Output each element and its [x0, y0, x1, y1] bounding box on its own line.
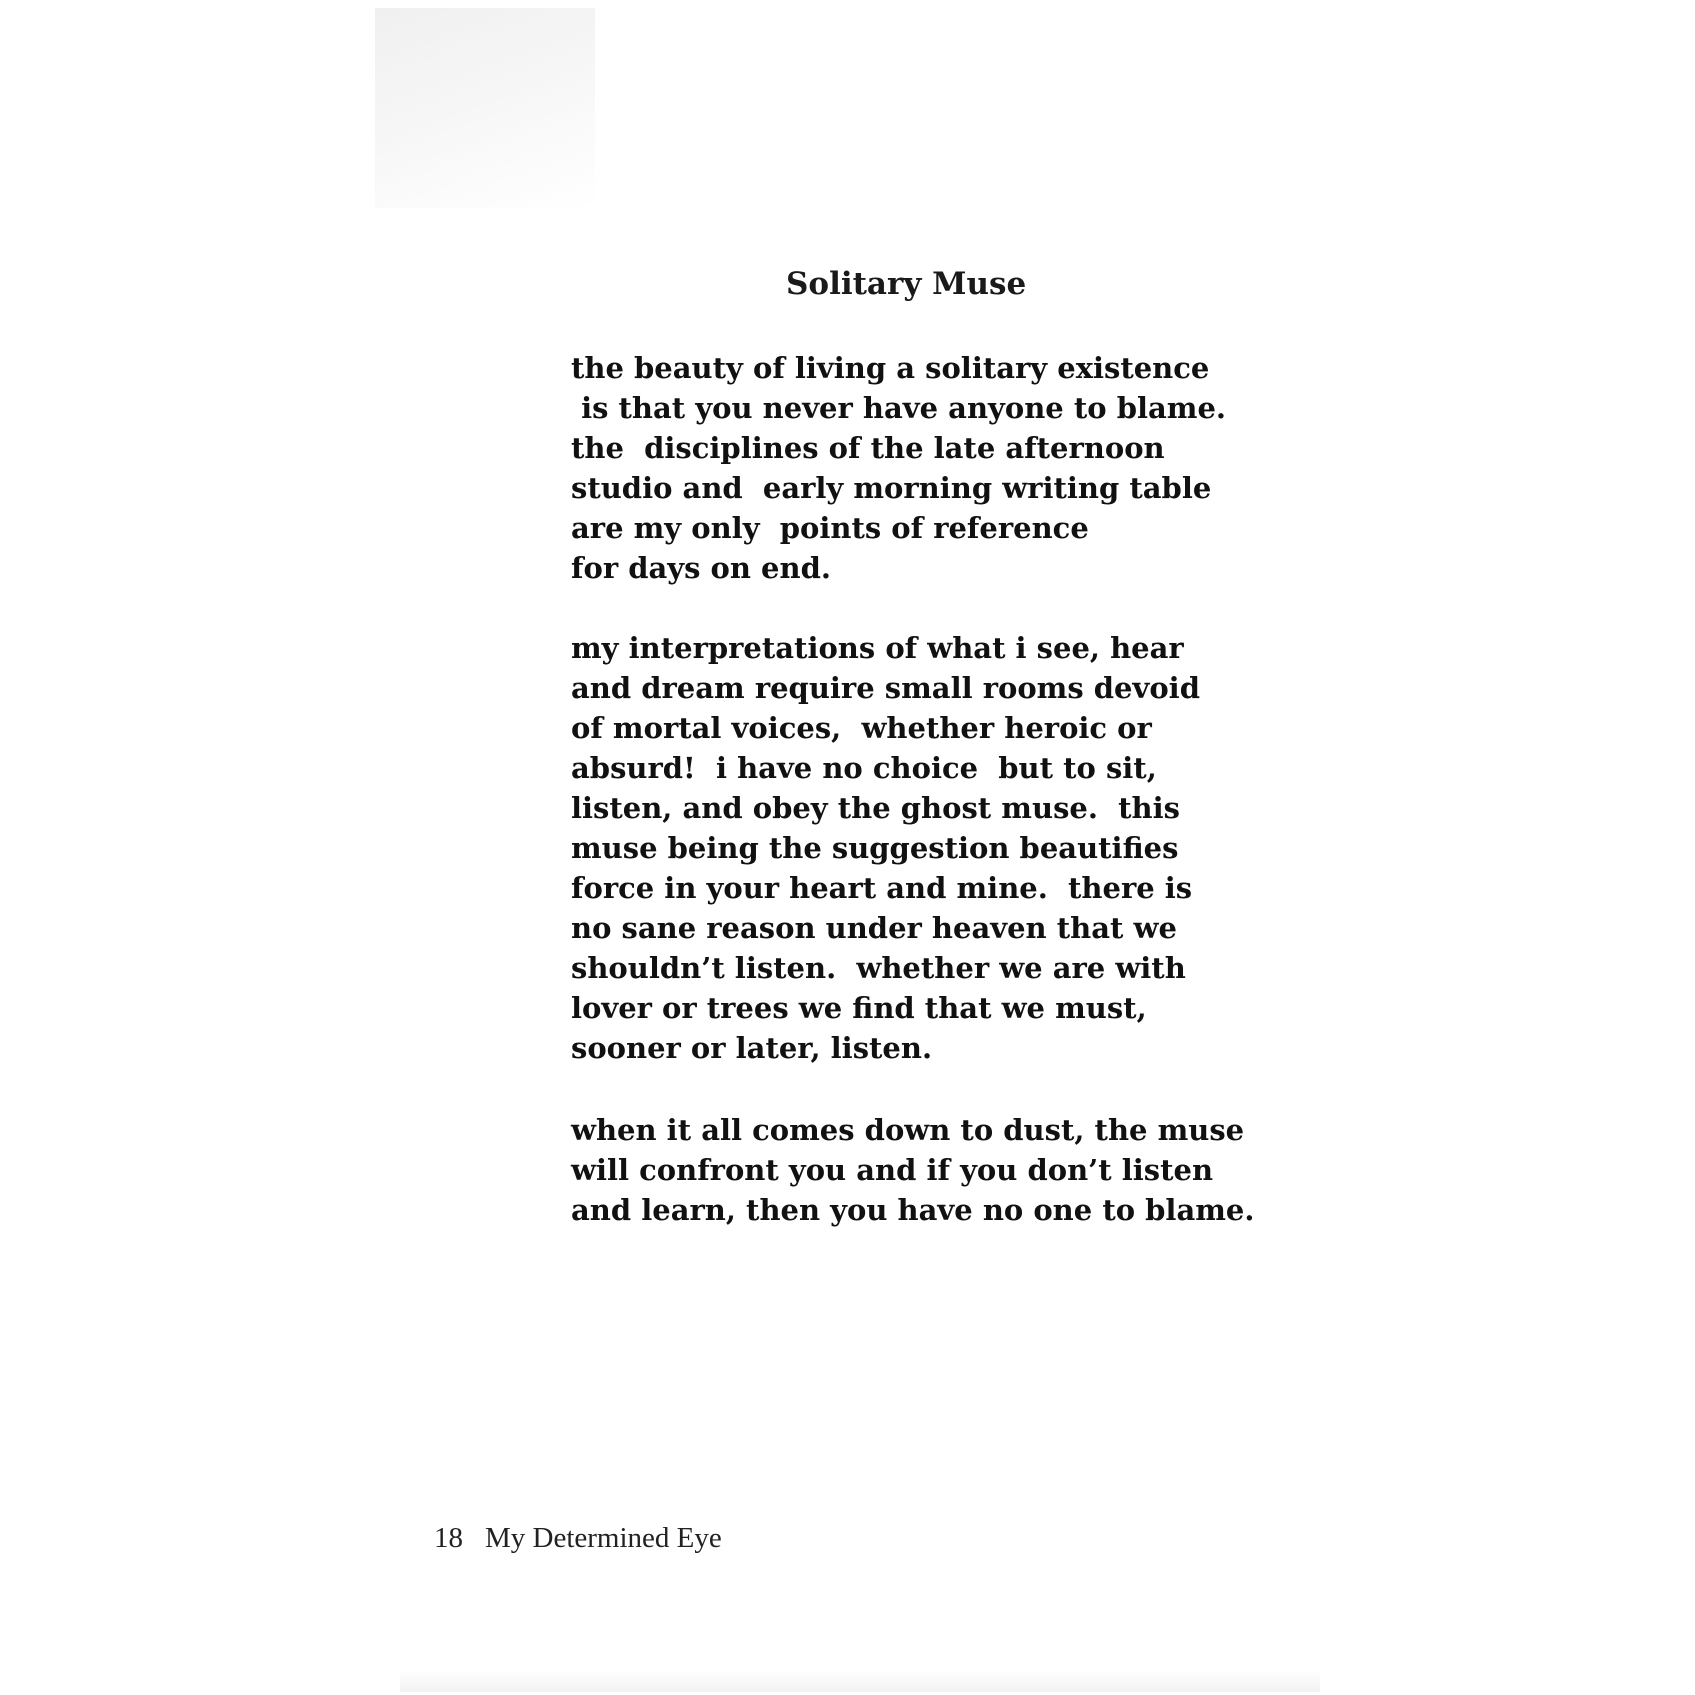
poem-line: no sane reason under heaven that we — [571, 911, 1177, 945]
poem-line: and learn, then you have no one to blame. — [571, 1193, 1255, 1227]
poem-line: is that you never have anyone to blame. — [571, 391, 1227, 425]
poem-line: and dream require small rooms devoid — [571, 671, 1200, 705]
poem-line: force in your heart and mine. there is — [571, 871, 1193, 905]
poem-title: Solitary Muse — [786, 266, 1027, 302]
page-number: 18 — [434, 1522, 463, 1554]
stanza-2 — [571, 628, 1200, 1068]
poem-line: absurd! i have no choice but to sit, — [571, 751, 1157, 785]
poem-line: sooner or later, listen. — [571, 1031, 933, 1065]
poem-line: studio and early morning writing table — [571, 471, 1212, 505]
poem-line: listen, and obey the ghost muse. this — [571, 791, 1180, 825]
poem-line: are my only points of reference — [571, 511, 1089, 545]
poem-line: muse being the suggestion beautifies — [571, 831, 1179, 865]
poem-line: of mortal voices, whether heroic or — [571, 711, 1152, 745]
poem-line: when it all comes down to dust, the muse — [571, 1113, 1245, 1147]
stanza-3 — [571, 1110, 1254, 1230]
poem-line: will confront you and if you don’t listen — [571, 1153, 1214, 1187]
poem-line: for days on end. — [571, 551, 831, 585]
scan-bottom-edge — [400, 1670, 1320, 1692]
page-footer — [434, 1522, 722, 1555]
stanza-1 — [571, 348, 1226, 588]
poem-line: shouldn’t listen. whether we are with — [571, 951, 1186, 985]
poem-line: lover or trees we find that we must, — [571, 991, 1147, 1025]
scan-shadow — [375, 8, 595, 208]
poem-line: the disciplines of the late afternoon — [571, 431, 1165, 465]
book-title: My Determined Eye — [485, 1522, 722, 1554]
poem-line: the beauty of living a solitary existence — [571, 351, 1210, 385]
poem-line: my interpretations of what i see, hear — [571, 631, 1184, 665]
